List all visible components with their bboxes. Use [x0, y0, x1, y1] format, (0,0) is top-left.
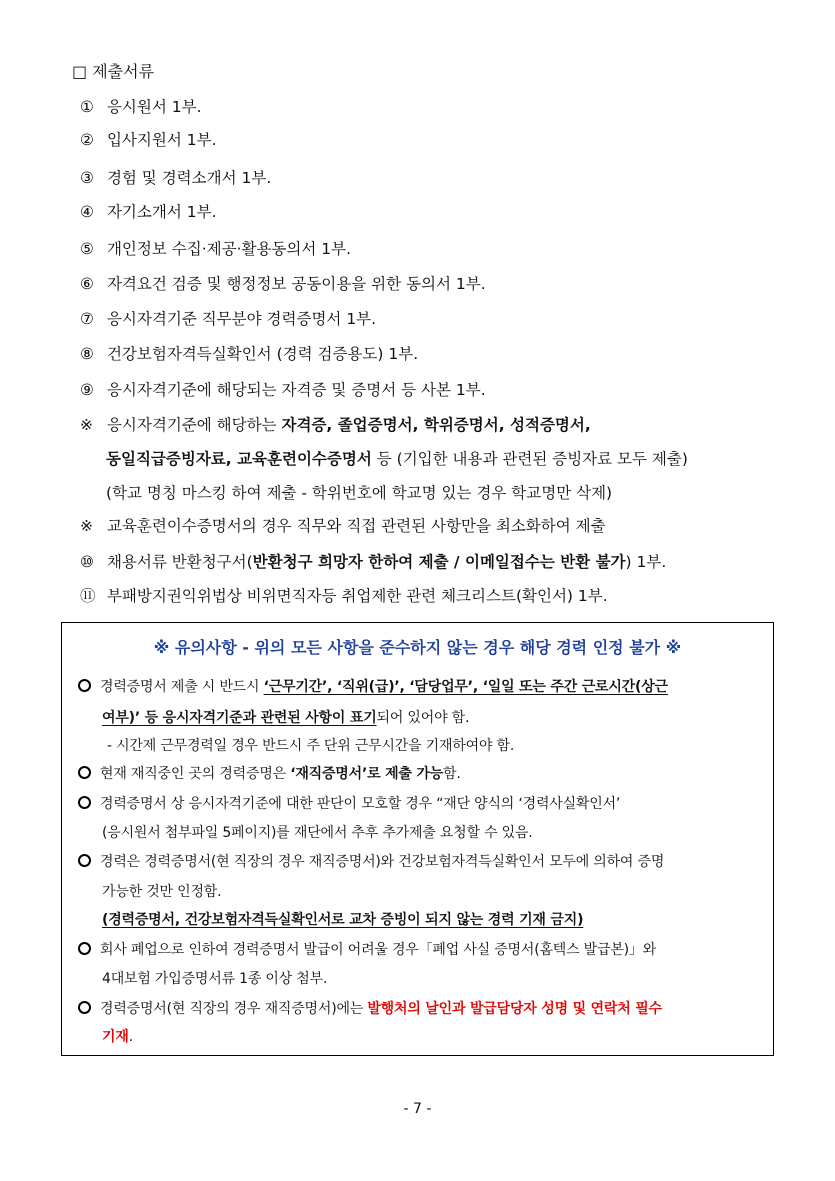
circle-bullet-icon [78, 766, 91, 779]
item-number: ③ [80, 169, 94, 187]
item-text: 건강보험자격득실확인서 (경력 검증용도) 1부. [106, 345, 419, 363]
item-text: 부패방지권익위법상 비위면직자등 취업제한 관련 체크리스트(확인서) 1부. [106, 587, 608, 605]
item-number: ⑥ [80, 275, 94, 293]
note-line [106, 447, 688, 471]
list-item [80, 237, 351, 261]
bullet-text: 경력증명서 제출 시 반드시 [100, 679, 264, 695]
note-text: 등 (기입한 내용과 관련된 증빙자료 모두 제출) [371, 450, 688, 468]
notice-bullet [78, 852, 664, 872]
bullet-text: 경력증명서(현 직장의 경우 재직증명서)에는 [100, 1001, 368, 1017]
notice-sub-line: - 시간제 근무경력일 경우 반드시 주 단위 근무시간을 기재하여야 함. [107, 738, 515, 754]
notice-bullet-continuation: 4대보험 가입증명서류 1종 이상 첨부. [102, 971, 328, 987]
note-mark: ※ [80, 517, 93, 535]
list-item [80, 342, 418, 366]
note-bold: 자격증, 졸업증명서, 학위증명서, 성적증명서, [281, 416, 591, 434]
circle-bullet-icon [78, 854, 91, 867]
item-text: 채용서류 반환청구서( [106, 553, 253, 571]
note-text: (학교 명칭 마스킹 하여 제출 - 학위번호에 학교명 있는 경우 학교명만 삭제) [106, 484, 613, 502]
circle-bullet-icon [78, 796, 91, 809]
circle-bullet-icon [78, 679, 91, 692]
list-item [80, 166, 271, 190]
notice-bullet-continuation: 가능한 것만 인정함. [102, 884, 222, 900]
item-number: ⑪ [80, 587, 96, 605]
page-number: - 7 - [403, 1101, 432, 1117]
bullet-text: 현재 재직중인 곳의 경력증명은 [100, 766, 291, 782]
notice-bullet [78, 794, 620, 814]
circle-bullet-icon [78, 942, 91, 955]
notice-bullet-continuation: (응시원서 첨부파일 5페이지)를 재단에서 추후 추가제출 요청할 수 있음. [102, 825, 533, 841]
item-number: ⑨ [80, 381, 94, 399]
item-text: 응시원서 1부. [106, 98, 202, 116]
item-text: 자기소개서 1부. [106, 203, 217, 221]
bullet-red: 발행처의 날인과 발급담당자 성명 및 연락처 필수 [367, 1001, 662, 1017]
item-number: ⑦ [80, 310, 94, 328]
item-text: 응시자격기준에 해당되는 자격증 및 증명서 등 사본 1부. [106, 381, 486, 399]
bullet-text: 회사 폐업으로 인하여 경력증명서 발급이 어려울 경우「폐업 사실 증명서(홈텍스 발급본)」와 [100, 942, 657, 958]
bullet-red: 기재 [102, 1029, 129, 1045]
item-text: 응시자격기준 직무분야 경력증명서 1부. [106, 310, 377, 328]
item-text: 자격요건 검증 및 행정정보 공동이용을 위한 동의서 1부. [106, 275, 486, 293]
notice-bullet-continuation [102, 910, 583, 930]
list-item [80, 584, 608, 608]
item-number: ⑧ [80, 345, 94, 363]
notice-title: ※ 유의사항 - 위의 모든 사항을 준수하지 않는 경우 해당 경력 인정 불가 ※ [153, 638, 682, 657]
list-item [80, 272, 486, 296]
list-item [80, 378, 486, 402]
item-text: 개인정보 수집·제공·활용동의서 1부. [106, 240, 352, 258]
notice-box [61, 622, 774, 1056]
bullet-text: 되어 있어야 함. [376, 710, 470, 726]
bullet-bold: (경력증명서, 건강보험자격득실확인서로 교차 증빙이 되지 않는 경력 기재 금지) [102, 912, 584, 928]
bullet-bold: ‘재직증명서’로 제출 가능 [290, 766, 444, 782]
section-heading: □ 제출서류 [72, 62, 155, 81]
list-item [80, 307, 376, 331]
notice-bullet-continuation [102, 708, 469, 728]
note-bold: 동일직급증빙자료, 교육훈련이수증명서 [106, 450, 372, 468]
item-text: 경험 및 경력소개서 1부. [106, 169, 272, 187]
list-item [80, 550, 666, 574]
notice-bullet [78, 940, 656, 960]
list-item [80, 128, 217, 152]
note-text: 응시자격기준에 해당하는 [106, 416, 282, 434]
item-number: ⑤ [80, 240, 94, 258]
notice-bullet [78, 999, 662, 1019]
bullet-text: 경력증명서 상 응시자격기준에 대한 판단이 모호할 경우 “재단 양식의 ‘경력사실확인서’ [100, 796, 621, 812]
bullet-text: 경력은 경력증명서(현 직장의 경우 재직증명서)와 건강보험자격득실확인서 모두에 의하여 증명 [100, 854, 665, 870]
bullet-bold: ‘근무기간’, ‘직위(급)’, ‘담당업무’, ‘일일 또는 주간 근로시간(상근 [263, 679, 668, 695]
list-item [80, 95, 202, 119]
notice-bullet [78, 764, 461, 784]
item-number: ⑩ [80, 553, 94, 571]
circle-bullet-icon [78, 1001, 91, 1014]
item-number: ② [80, 131, 94, 149]
note-line [80, 413, 591, 437]
list-item [80, 200, 217, 224]
bullet-text: 함. [443, 766, 461, 782]
bullet-bold: 여부)’ 등 응시자격기준과 관련된 사항이 표기 [102, 710, 377, 726]
item-number: ④ [80, 203, 94, 221]
notice-bullet [78, 677, 668, 697]
note-text: 교육훈련이수증명서의 경우 직무와 직접 관련된 사항만을 최소화하여 제출 [106, 517, 606, 535]
note-mark: ※ [80, 416, 93, 434]
item-text: ) 1부. [625, 553, 667, 571]
bullet-text: . [128, 1029, 133, 1045]
note-line [80, 514, 606, 538]
notice-bullet-continuation [102, 1027, 133, 1047]
note-line [106, 481, 612, 505]
item-number: ① [80, 98, 94, 116]
item-text: 입사지원서 1부. [106, 131, 217, 149]
item-bold: 반환청구 희망자 한하여 제출 / 이메일접수는 반환 불가 [252, 553, 626, 571]
